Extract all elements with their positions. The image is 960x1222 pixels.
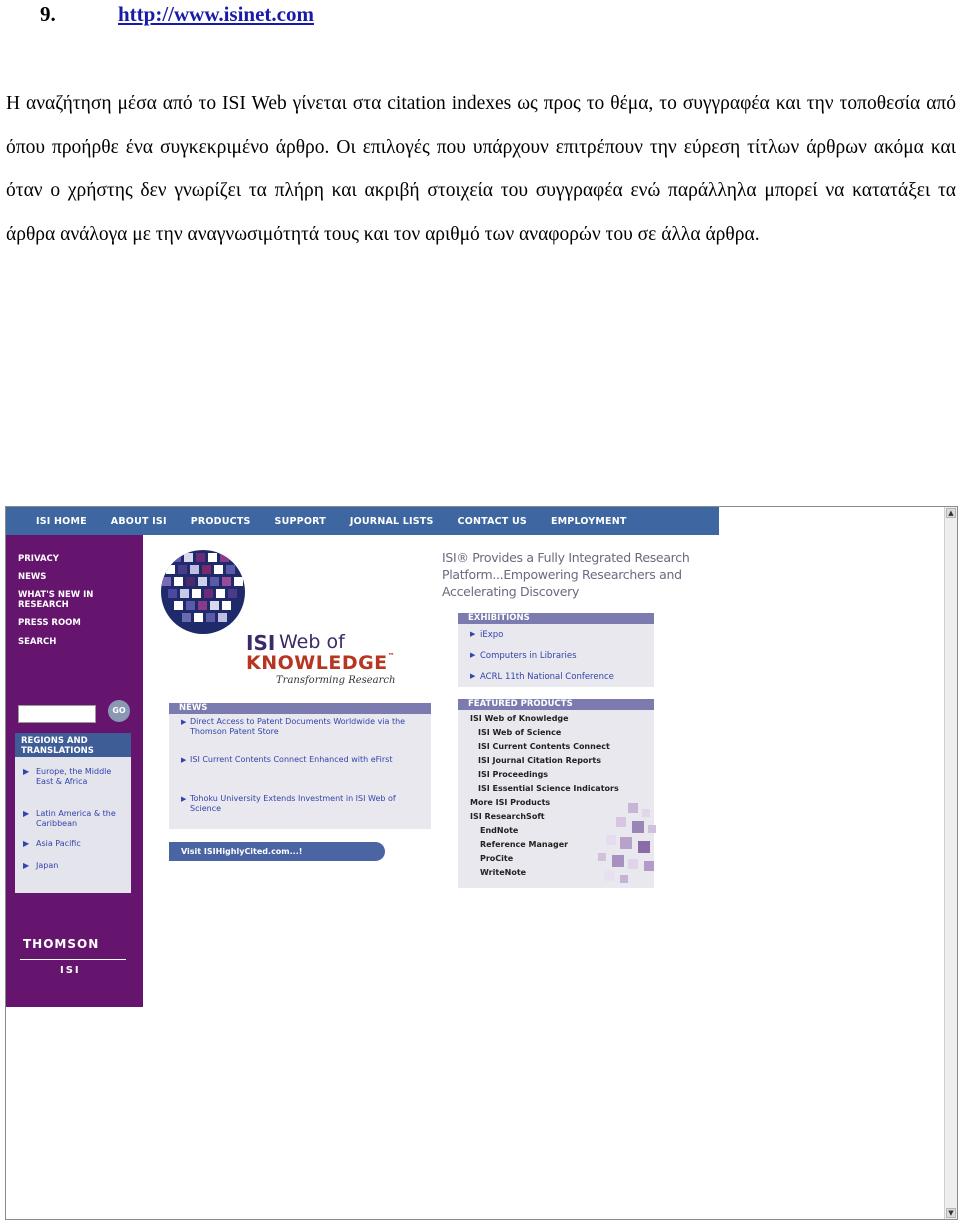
left-nav-press-room[interactable]: PRESS ROOM <box>18 618 81 628</box>
nav-support[interactable]: SUPPORT <box>274 515 326 527</box>
exhibition-item-computers-libraries[interactable] <box>470 651 577 661</box>
news-panel <box>169 703 431 829</box>
left-nav-whats-new[interactable]: WHAT'S NEW IN RESEARCH <box>18 590 94 610</box>
logo-knowledge-word: KNOWLEDGE <box>246 652 388 674</box>
exhibition-label: Computers in Libraries <box>480 651 577 661</box>
exhibitions-panel <box>458 613 654 687</box>
logo-web-of-text: Web of <box>279 631 345 653</box>
arrow-right-icon: ▶ <box>181 756 187 764</box>
site-tagline: ISI® Provides a Fully Integrated Research Platform...Empowering Researchers and Accelerating Discovery <box>442 550 690 599</box>
isi-brand-sub: ISI <box>60 965 81 976</box>
globe-logo-icon <box>158 547 248 637</box>
product-proceedings[interactable]: ISI Proceedings <box>478 770 549 779</box>
vertical-scrollbar[interactable] <box>944 507 957 1219</box>
region-label: Latin America & the Caribbean <box>36 809 116 828</box>
product-essential-science[interactable]: ISI Essential Science Indicators <box>478 784 619 793</box>
logo-trademark: ™ <box>387 652 396 660</box>
news-item-patent[interactable] <box>181 717 425 737</box>
top-navigation <box>6 507 719 535</box>
news-label: Tohoku University Extends Investment in ISI Web of Science <box>190 794 396 813</box>
arrow-right-icon: ▶ <box>181 718 187 726</box>
region-item-japan[interactable] <box>23 861 123 871</box>
arrow-right-icon: ▶ <box>470 672 476 680</box>
regions-title: REGIONS AND TRANSLATIONS <box>15 733 131 757</box>
product-writenote[interactable]: WriteNote <box>480 868 527 877</box>
brand-divider <box>20 959 126 960</box>
scroll-down-arrow-icon[interactable]: ▼ <box>946 1208 956 1218</box>
news-label: Direct Access to Patent Documents Worldwide via the Thomson Patent Store <box>190 717 406 736</box>
item-number: 9. <box>40 2 56 26</box>
document-heading <box>40 2 314 27</box>
product-procite[interactable]: ProCite <box>480 854 514 863</box>
left-nav-search[interactable]: SEARCH <box>18 637 57 647</box>
nav-isi-home[interactable]: ISI HOME <box>36 515 87 527</box>
news-label: ISI Current Contents Connect Enhanced with eFirst <box>190 755 393 764</box>
regions-panel <box>15 733 131 893</box>
product-reference-manager[interactable]: Reference Manager <box>480 840 569 849</box>
exhibition-item-acrl[interactable] <box>470 672 614 682</box>
news-title: NEWS <box>169 703 431 714</box>
highly-cited-button[interactable]: Visit ISIHighlyCited.com...! <box>169 842 385 861</box>
product-current-contents[interactable]: ISI Current Contents Connect <box>478 742 610 751</box>
region-label: Japan <box>36 861 59 870</box>
arrow-right-icon: ▶ <box>470 651 476 659</box>
region-item-asia-pacific[interactable] <box>23 839 123 849</box>
left-nav-news[interactable]: NEWS <box>18 572 47 582</box>
left-sidebar <box>6 535 143 1007</box>
news-item-tohoku[interactable] <box>181 794 425 814</box>
arrow-right-icon: ▶ <box>470 630 476 638</box>
product-journal-citation-reports[interactable]: ISI Journal Citation Reports <box>478 756 601 765</box>
arrow-right-icon: ▶ <box>23 861 30 870</box>
logo-isi-text: ISI <box>246 631 276 655</box>
product-researchsoft[interactable]: ISI ResearchSoft <box>470 812 545 821</box>
region-label: Europe, the Middle East & Africa <box>36 767 112 786</box>
exhibitions-title: EXHIBITIONS <box>458 613 654 624</box>
nav-contact-us[interactable]: CONTACT US <box>457 515 527 527</box>
product-web-of-knowledge[interactable]: ISI Web of Knowledge <box>470 714 569 723</box>
product-endnote[interactable]: EndNote <box>480 826 519 835</box>
arrow-right-icon: ▶ <box>23 809 30 818</box>
arrow-right-icon: ▶ <box>23 839 30 848</box>
nav-about-isi[interactable]: ABOUT ISI <box>110 515 167 527</box>
exhibition-item-iexpo[interactable] <box>470 630 503 640</box>
nav-journal-lists[interactable]: JOURNAL LISTS <box>349 515 434 527</box>
isi-website-screenshot <box>5 506 958 1220</box>
decorative-mosaic-icon <box>588 799 660 889</box>
scroll-up-arrow-icon[interactable]: ▲ <box>946 508 956 518</box>
nav-products[interactable]: PRODUCTS <box>190 515 251 527</box>
nav-employment[interactable]: EMPLOYMENT <box>550 515 627 527</box>
region-item-latin-america[interactable] <box>23 809 123 829</box>
logo-knowledge-text <box>246 652 395 674</box>
left-nav-privacy[interactable]: PRIVACY <box>18 554 59 564</box>
go-button[interactable]: GO <box>108 700 130 722</box>
exhibition-label: iExpo <box>480 630 504 640</box>
product-more-isi[interactable]: More ISI Products <box>470 798 551 807</box>
isinet-link[interactable]: http://www.isinet.com <box>118 2 314 26</box>
news-item-current-contents[interactable] <box>181 755 425 765</box>
description-paragraph: Η αναζήτηση μέσα από το ISI Web γίνεται στα citation indexes ως προς το θέμα, το συγγραφέα και την τοποθεσία από όπου προήρθε ένα συγκεκριμένο άρθρο. Οι επιλογές που υπάρχουν επιτρέπουν την εύρεση τίτλων άρθρων ακόμα και όταν ο χρήστης δεν γνωρίζει τα πλήρη και ακριβή στοιχεία του συγγραφέα ενώ παράλληλα μπορεί να κατατάξει τα άρθρα ανάλογα με την αναγνωσιμότητά τους και τον αριθμό των αναφορών του σε άλλα άρθρα. <box>6 93 956 245</box>
search-input[interactable] <box>18 705 96 723</box>
featured-title: FEATURED PRODUCTS <box>458 699 654 710</box>
arrow-right-icon: ▶ <box>181 795 187 803</box>
arrow-right-icon: ▶ <box>23 767 30 776</box>
region-item-emea[interactable] <box>23 767 123 787</box>
product-web-of-science[interactable]: ISI Web of Science <box>478 728 562 737</box>
region-label: Asia Pacific <box>36 839 81 848</box>
exhibition-label: ACRL 11th National Conference <box>480 672 614 682</box>
logo-tagline: Transforming Research <box>276 675 396 686</box>
thomson-brand: THOMSON <box>23 937 100 951</box>
